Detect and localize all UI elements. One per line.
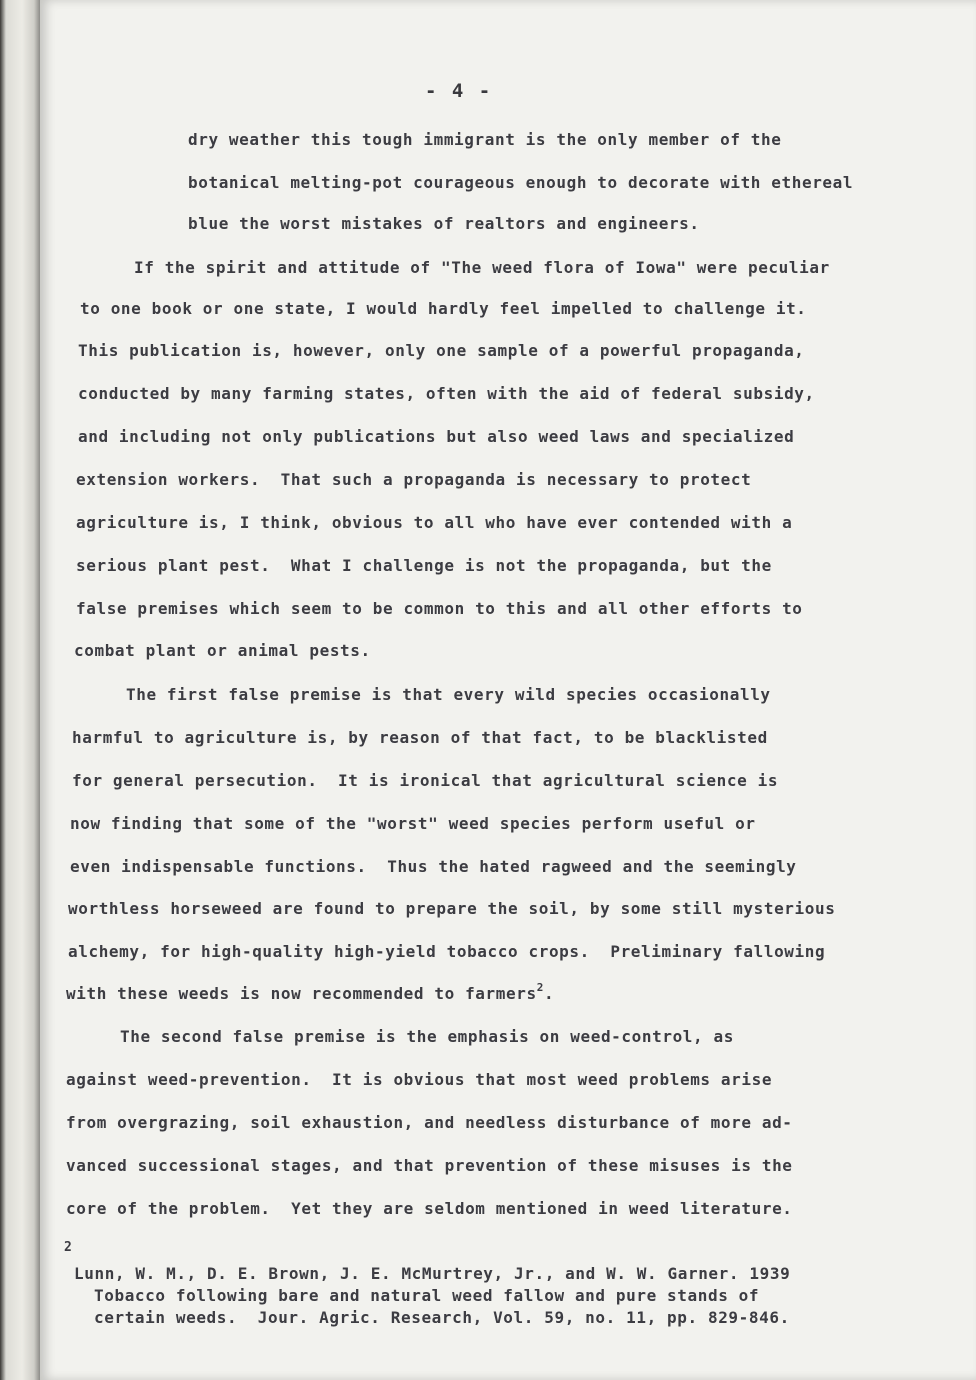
- text-line: for general persecution. It is ironical that agricultural science is: [72, 771, 779, 790]
- text-line: This publication is, however, only one sample of a powerful propaganda,: [78, 341, 805, 360]
- text-line: worthless horseweed are found to prepare the soil, by some still mysterious: [68, 899, 836, 918]
- text-line: core of the problem. Yet they are seldom mentioned in weed literature.: [66, 1199, 793, 1218]
- text-line: alchemy, for high-quality high-yield tobacco crops. Preliminary fallowing: [68, 942, 826, 961]
- text-line: combat plant or animal pests.: [74, 641, 371, 660]
- binding-edge: [0, 0, 40, 1380]
- text-line: now finding that some of the "worst" weed species perform useful or: [70, 814, 756, 833]
- footnote-reference: 2: [536, 981, 544, 994]
- text-line: agriculture is, I think, obvious to all who have ever contended with a: [76, 513, 793, 532]
- text-line: vanced successional stages, and that prevention of these misuses is the: [66, 1156, 793, 1175]
- text-line: The second false premise is the emphasis on weed-control, as: [120, 1027, 734, 1046]
- text-fragment: .: [543, 984, 555, 1003]
- text-line: dry weather this tough immigrant is the only member of the: [188, 130, 782, 149]
- text-line: conducted by many farming states, often with the aid of federal subsidy,: [78, 384, 815, 403]
- text-line: to one book or one state, I would hardly feel impelled to challenge it.: [80, 299, 807, 318]
- text-line-with-footnote-ref: [66, 981, 555, 1006]
- text-line: serious plant pest. What I challenge is not the propaganda, but the: [76, 556, 772, 575]
- text-line: harmful to agriculture is, by reason of that fact, to be blacklisted: [72, 728, 768, 747]
- footnote-line: Tobacco following bare and natural weed fallow and pure stands of: [94, 1286, 760, 1305]
- text-line: extension workers. That such a propaganda is necessary to protect: [76, 470, 752, 489]
- text-line: The first false premise is that every wild species occasionally: [126, 685, 771, 704]
- text-line: even indispensable functions. Thus the hated ragweed and the seemingly: [70, 857, 797, 876]
- text-line: botanical melting-pot courageous enough to decorate with ethereal: [188, 173, 854, 192]
- text-line: blue the worst mistakes of realtors and engineers.: [188, 214, 700, 233]
- footnote-line: certain weeds. Jour. Agric. Research, Vol. 59, no. 11, pp. 829-846.: [94, 1308, 790, 1327]
- typed-page: [40, 0, 976, 1380]
- text-line: If the spirit and attitude of "The weed flora of Iowa" were peculiar: [134, 258, 830, 277]
- footnote-line: Lunn, W. M., D. E. Brown, J. E. McMurtrey, Jr., and W. W. Garner. 1939: [74, 1264, 791, 1283]
- text-line: against weed-prevention. It is obvious that most weed problems arise: [66, 1070, 773, 1089]
- page-number: - 4 -: [425, 80, 493, 102]
- text-line: and including not only publications but also weed laws and specialized: [78, 427, 795, 446]
- text-line: from overgrazing, soil exhaustion, and needless disturbance of more ad-: [66, 1113, 793, 1132]
- text-line: false premises which seem to be common to this and all other efforts to: [76, 599, 803, 618]
- text-fragment: with these weeds is now recommended to farmers: [66, 984, 537, 1003]
- footnote-marker: 2: [64, 1240, 72, 1255]
